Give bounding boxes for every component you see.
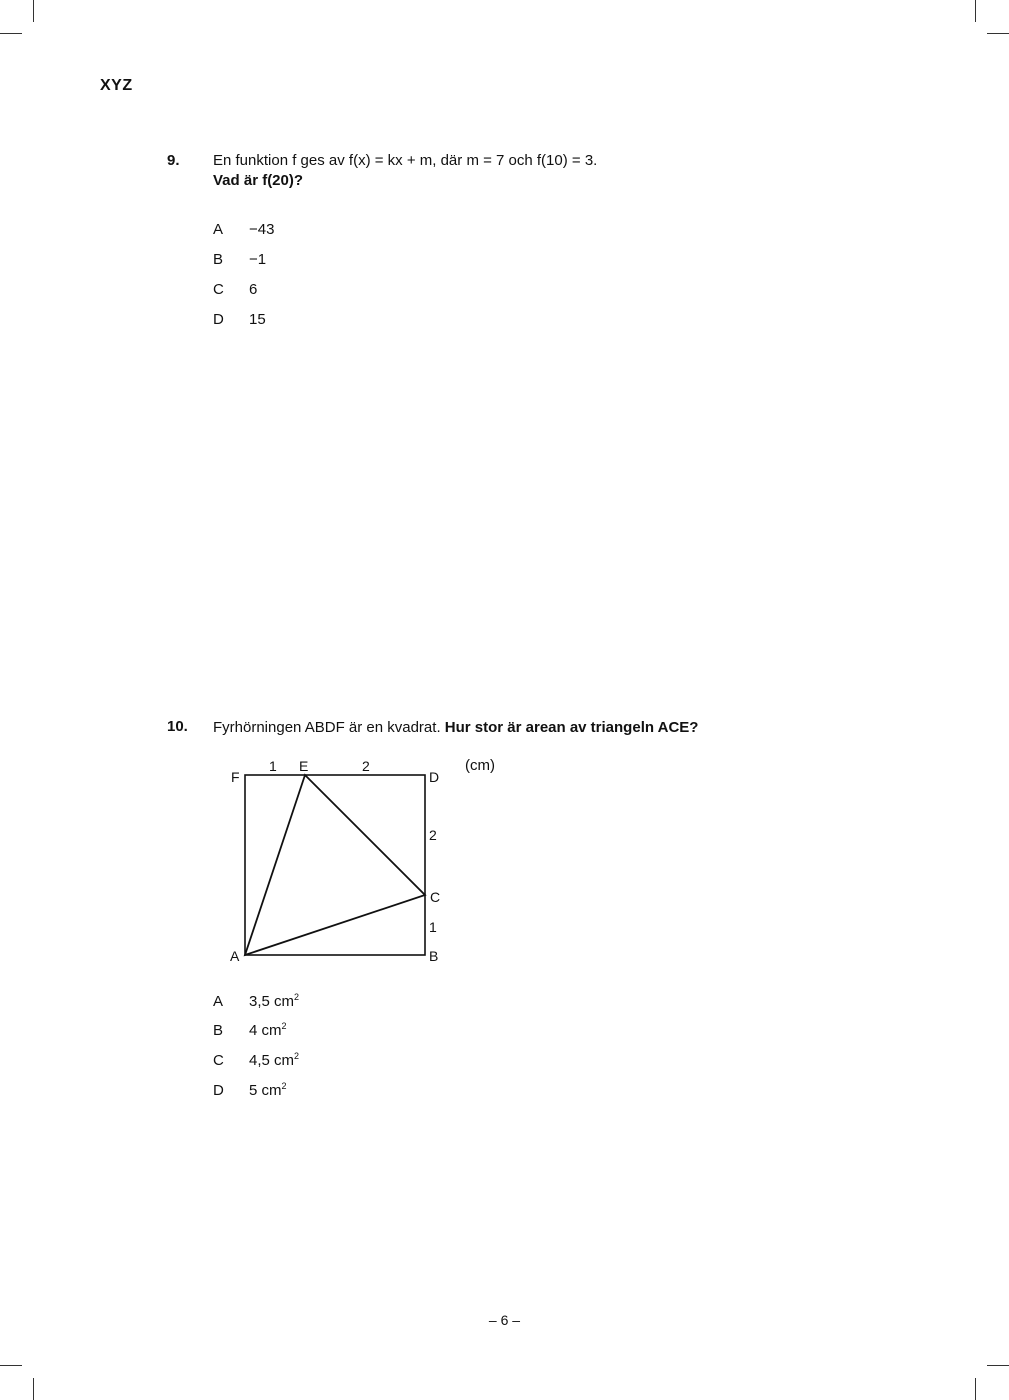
question-10-option: D 5 $cm^2$ xyxy=(213,1081,287,1099)
question-10-text xyxy=(213,718,698,738)
question-9-text xyxy=(213,151,597,191)
question-9-question: Vad är f(20)? xyxy=(213,172,304,189)
question-9-option: B −1 xyxy=(213,251,267,268)
question-9-option: D 15 xyxy=(213,311,266,328)
label-a: A xyxy=(230,948,240,964)
label-e: E xyxy=(299,758,309,774)
square-triangle-figure xyxy=(220,752,460,972)
question-10-question: Hur stor är arean av triangeln ACE? xyxy=(444,719,699,736)
crop-mark xyxy=(975,1378,976,1400)
measure-ed: 2 xyxy=(362,758,370,774)
measure-dc: 2 xyxy=(429,827,437,843)
crop-mark xyxy=(987,1365,1009,1366)
question-10-number: 10. xyxy=(167,718,188,735)
page-number: – 6 – xyxy=(488,1312,521,1328)
label-b: B xyxy=(429,948,439,964)
question-9-statement: En funktion f ges av f(x) = kx + m, där m = 7 och f(10) = 3. xyxy=(213,152,598,169)
question-9-option: A −43 xyxy=(213,221,275,238)
crop-mark xyxy=(0,1365,22,1366)
label-f: F xyxy=(231,769,240,785)
crop-mark xyxy=(33,0,34,22)
measure-cb: 1 xyxy=(429,919,437,935)
page-header: XYZ xyxy=(100,77,133,94)
question-10-option: A 3,5 $cm^2$ xyxy=(213,992,300,1010)
triangle-ace xyxy=(245,775,425,955)
measure-fe: 1 xyxy=(269,758,277,774)
question-10-option: B 4 $cm^2$ xyxy=(213,1021,287,1039)
square-abdf xyxy=(245,775,425,955)
crop-mark xyxy=(33,1378,34,1400)
crop-mark xyxy=(975,0,976,22)
crop-mark xyxy=(987,33,1009,34)
label-c: C xyxy=(430,889,441,905)
question-9-number: 9. xyxy=(167,152,180,169)
question-9-option: C 6 xyxy=(213,281,258,298)
question-10-option: C 4,5 $cm^2$ xyxy=(213,1051,300,1069)
unit-note: (cm) xyxy=(465,757,495,774)
crop-mark xyxy=(0,33,22,34)
label-d: D xyxy=(429,769,440,785)
question-10-statement: Fyrhörningen ABDF är en kvadrat. xyxy=(213,719,441,736)
